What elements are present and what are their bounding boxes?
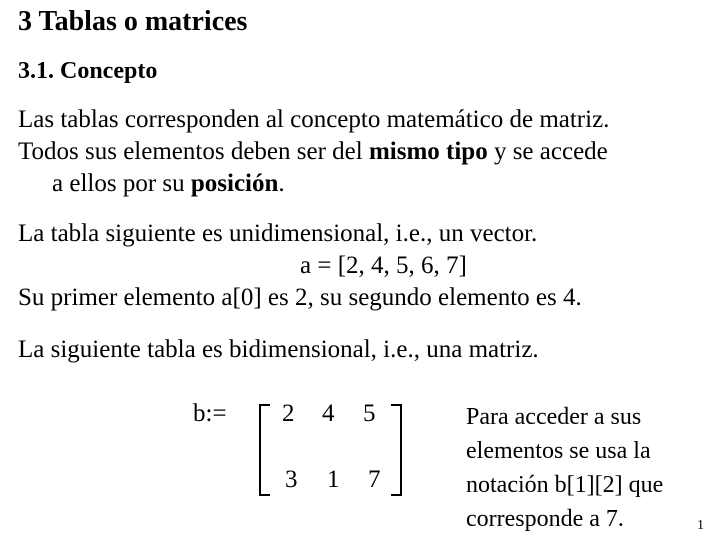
paragraph-3-line-1: La siguiente tabla es bidimensional, i.e., una matriz. xyxy=(18,336,539,363)
matrix-cell: 5 xyxy=(363,400,376,427)
paragraph-1-line-2: Todos sus elementos deben ser del mismo tipo y se accede xyxy=(18,138,608,165)
section-heading: 3 Tablas o matrices xyxy=(18,6,248,37)
note-line-4: corresponde a 7. xyxy=(466,506,624,532)
matrix-left-bracket xyxy=(259,404,270,496)
matrix-cell: 3 xyxy=(285,466,298,493)
page-number: 1 xyxy=(697,518,704,533)
paragraph-1-line-3: a ellos por su posición. xyxy=(52,170,285,197)
matrix-label: b:= xyxy=(193,400,227,427)
paragraph-2-line-3: Su primer elemento a[0] es 2, su segundo elemento es 4. xyxy=(18,284,582,311)
matrix-cell: 4 xyxy=(322,400,335,427)
note-line-2: elementos se usa la xyxy=(466,438,651,464)
matrix-cell: 2 xyxy=(282,400,295,427)
vector-example: a = [2, 4, 5, 6, 7] xyxy=(300,252,467,279)
bold-term-mismo-tipo: mismo tipo xyxy=(368,138,488,165)
bold-term-posicion: posición xyxy=(190,170,279,197)
matrix-cell: 7 xyxy=(368,466,381,493)
subsection-heading: 3.1. Concepto xyxy=(18,58,158,84)
matrix-right-bracket xyxy=(391,404,402,496)
paragraph-1-line-1: Las tablas corresponden al concepto matemático de matriz. xyxy=(18,106,610,133)
note-line-1: Para acceder a sus xyxy=(466,404,642,430)
note-line-3: notación b[1][2] que xyxy=(466,472,664,498)
matrix-cell: 1 xyxy=(327,466,340,493)
paragraph-2-line-1: La tabla siguiente es unidimensional, i.e., un vector. xyxy=(18,220,538,247)
